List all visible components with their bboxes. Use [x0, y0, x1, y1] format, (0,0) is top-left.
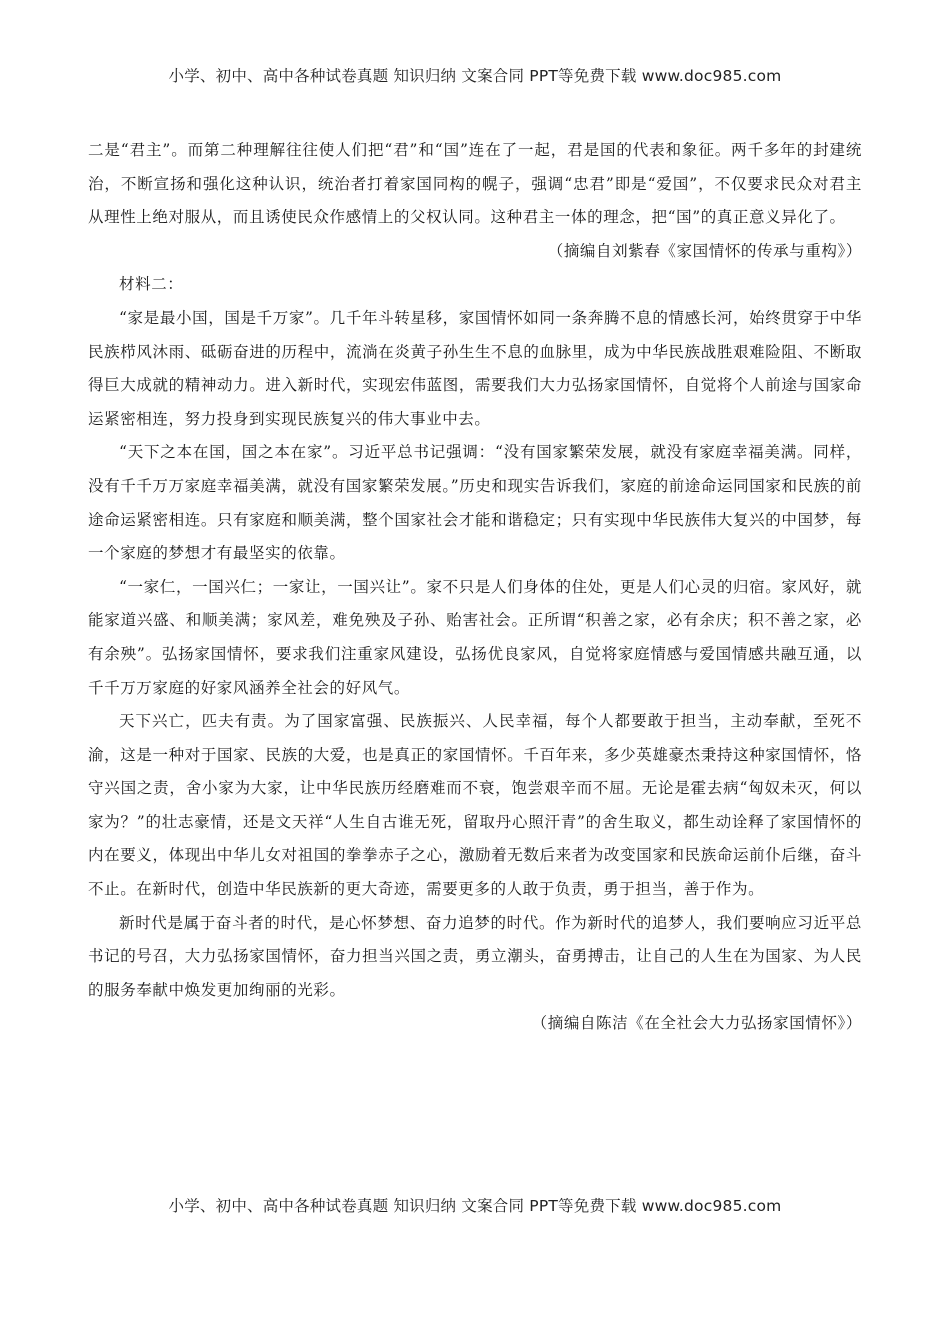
source-citation-2: （摘编自陈洁《在全社会大力弘扬家国情怀》）: [531, 1014, 862, 1033]
material-2-label: 材料二：: [119, 275, 184, 294]
source-citation-1: （摘编自刘紫春《家国情怀的传承与重构》）: [547, 241, 862, 260]
footer-banner: 小学、初中、高中各种试卷真题 知识归纳 文案合同 PPT等免费下载 www.doc985.com: [168, 1197, 782, 1215]
header-banner: 小学、初中、高中各种试卷真题 知识归纳 文案合同 PPT等免费下载 www.doc985.com: [168, 67, 782, 85]
paragraph: “家是最小国，国是千万家”。几千年斗转星移，家国情怀如同一条奔腾不息的情感长河，始终贯穿于中华民族栉风沐雨、砥砺奋进的历程中，流淌在炎黄子孙生生不息的血脉里，成为中华民族战胜艰难险阻、不断取得巨大成就的精神动力。进入新时代，实现宏伟蓝图，需要我们大力弘扬家国情怀，自觉将个人前途与国家命运紧密相连，努力投身到实现民族复兴的伟大事业中去。: [88, 308, 862, 428]
paragraph: “天下之本在国，国之本在家”。习近平总书记强调：“没有国家繁荣发展，就没有家庭幸福美满。同样，没有千千万万家庭幸福美满，就没有国家繁荣发展。”历史和现实告诉我们，家庭的前途命运同国家和民族的前途命运紧密相连。只有家庭和顺美满，整个国家社会才能和谐稳定；只有实现中华民族伟大复兴的中国梦，每一个家庭的梦想才有最坚实的依靠。: [88, 443, 862, 563]
paragraph: 新时代是属于奋斗者的时代，是心怀梦想、奋力追梦的时代。作为新时代的追梦人，我们要响应习近平总书记的号召，大力弘扬家国情怀，奋力担当兴国之责，勇立潮头，奋勇搏击，让自己的人生在为国家、为人民的服务奉献中焕发更加绚丽的光彩。: [88, 913, 862, 999]
paragraph: 天下兴亡，匹夫有责。为了国家富强、民族振兴、人民幸福，每个人都要敢于担当，主动奉献，至死不渝，这是一种对于国家、民族的大爱，也是真正的家国情怀。千百年来，多少英雄豪杰秉持这种家国情怀，恪守兴国之责，舍小家为大家，让中华民族历经磨难而不衰，饱尝艰辛而不屈。无论是霍去病“匈奴未灭，何以家为？”的壮志豪情，还是文天祥“人生自古谁无死，留取丹心照汗青”的舍生取义，都生动诠释了家国情怀的内在要义，体现出中华儿女对祖国的拳拳赤子之心，激励着无数后来者为改变国家和民族命运前仆后继，奋斗不止。在新时代，创造中华民族新的更大奇迹，需要更多的人敢于负责，勇于担当，善于作为。: [88, 712, 862, 899]
paragraph: “一家仁，一国兴仁；一家让，一国兴让”。家不只是人们身体的住处，更是人们心灵的归宿。家风好，就能家道兴盛、和顺美满；家风差，难免殃及子孙、贻害社会。正所谓“积善之家，必有余庆；积不善之家，必有余殃”。弘扬家国情怀，要求我们注重家风建设，弘扬优良家风，自觉将家庭情感与爱国情感共融互通，以千千万万家庭的好家风涵养全社会的好风气。: [88, 577, 862, 697]
article-body: [88, 134, 862, 1041]
paragraph-continuation: 二是“君主”。而第二种理解往往使人们把“君”和“国”连在了一起，君是国的代表和象征。两千多年的封建统治，不断宣扬和强化这种认识，统治者打着家国同构的幌子，强调“忠君”即是“爱国”，不仅要求民众对君主从理性上绝对服从，而且诱使民众作感情上的父权认同。这种君主一体的理念，把“国”的真正意义异化了。: [88, 141, 862, 227]
